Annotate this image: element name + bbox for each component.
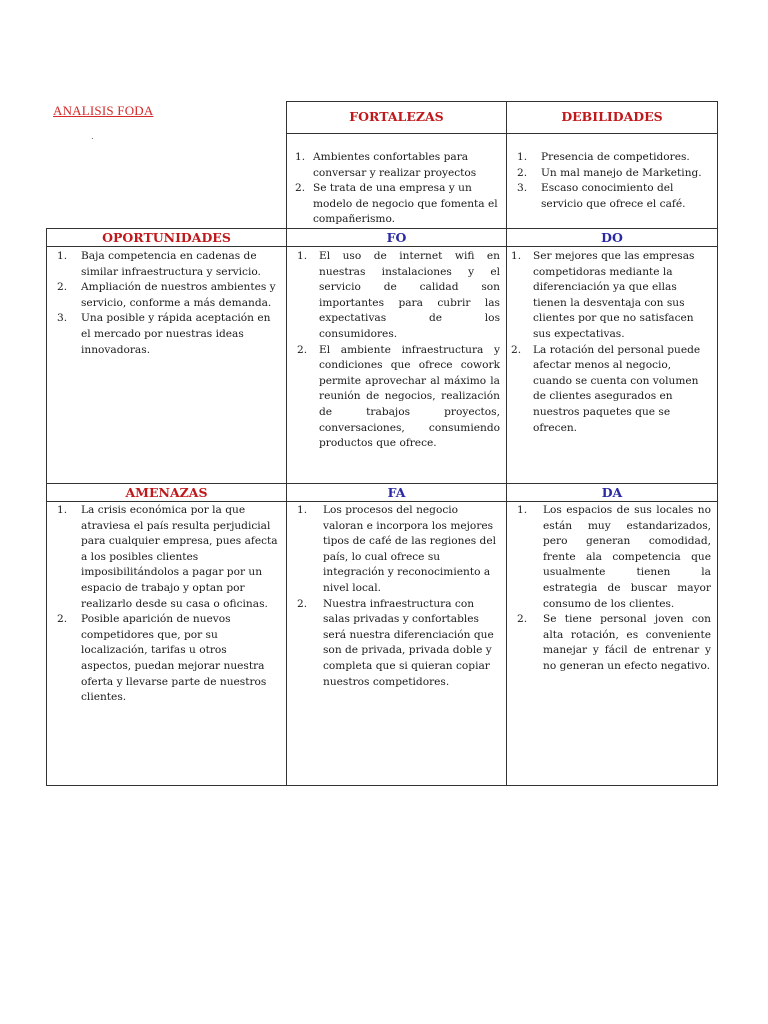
oportunidades-list xyxy=(47,247,286,358)
fo-item xyxy=(297,343,500,452)
oportunidades-item xyxy=(57,249,278,280)
do-item-number: 1. xyxy=(511,249,522,262)
do-item-text: La rotación del personal puede afectar menos al negocio, cuando se cuenta con volumen de clientes asegurados en nuestros paquetes que se ofrecen. xyxy=(533,343,701,434)
fa-item xyxy=(297,503,500,597)
stray-dot: . xyxy=(91,132,94,141)
da-item-number: 1. xyxy=(517,503,528,516)
debilidades-item xyxy=(517,166,711,182)
fortalezas-item-text: Se trata de una empresa y un modelo de negocio que fomenta el compañerismo. xyxy=(313,182,498,226)
threats-row xyxy=(47,483,718,785)
amenazas-header: AMENAZAS xyxy=(47,484,286,502)
amenazas-item-number: 1. xyxy=(57,503,68,516)
da-cell xyxy=(507,483,718,785)
fortalezas-list xyxy=(287,134,506,228)
fo-item-text: El ambiente infraestructura y condiciones que ofrece cowork permite aprovechar al máximo la reunión de negocios, realización de trabajos proyectos, conversaciones, consumiendo productos que ofrece. xyxy=(319,343,500,450)
fortalezas-header: FORTALEZAS xyxy=(349,109,444,124)
fo-item-text: El uso de internet wifi en nuestras instalaciones y el servicio de calidad son importantes para cubrir las expectativas de los consumidores. xyxy=(319,249,500,340)
fortalezas-item-number: 1. xyxy=(295,151,306,163)
fa-item-text: Nuestra infraestructura con salas privadas y confortables será nuestra diferenciación que son de privada, privada doble y completa que si quieran copiar nuestros competidores. xyxy=(323,597,494,688)
debilidades-item-text: Presencia de competidores. xyxy=(541,151,690,163)
oportunidades-item-number: 2. xyxy=(57,281,68,294)
fo-item xyxy=(297,249,500,343)
do-item-text: Ser mejores que las empresas competidoras mediante la diferenciación ya que ellas tienen la desventaja con sus clientes por que no satisfacen sus expectativas. xyxy=(533,249,695,340)
da-item xyxy=(517,503,711,612)
oportunidades-item-number: 3. xyxy=(57,312,68,325)
fa-item-text: Los procesos del negocio valoran e incorpora los mejores tipos de café de las regiones del país, lo cual ofrece su integración y reconocimiento a nivel local. xyxy=(323,503,496,594)
do-item-number: 2. xyxy=(511,343,522,356)
debilidades-header-cell xyxy=(507,102,718,134)
oportunidades-item-text: Una posible y rápida aceptación en el mercado por nuestras ideas innovadoras. xyxy=(81,312,271,356)
document-title: ANALISIS FODA xyxy=(53,103,154,118)
do-list xyxy=(507,247,717,436)
da-list xyxy=(507,502,717,675)
fortalezas-cell xyxy=(287,134,507,229)
debilidades-item xyxy=(517,150,711,166)
fa-cell xyxy=(287,483,507,785)
fo-list xyxy=(287,247,506,452)
debilidades-item-number: 1. xyxy=(517,151,528,163)
oportunidades-cell xyxy=(47,228,287,483)
da-item xyxy=(517,612,711,674)
header-row xyxy=(47,102,718,134)
debilidades-item-number: 3. xyxy=(517,182,528,195)
amenazas-item-text: La crisis económica por la que atraviesa el país resulta perjudicial para cualquier empresa, pues afecta a los posibles clientes imposibilitándolos a pagar por un espacio de trabajo y optan por realizarlo desde su casa o oficinas. xyxy=(81,503,278,610)
fa-list xyxy=(287,502,506,690)
fortalezas-item xyxy=(295,181,502,228)
debilidades-item-text: Escaso conocimiento del servicio que ofrece el café. xyxy=(541,182,686,210)
fortalezas-item-text: Ambientes confortables para conversar y realizar proyectos xyxy=(313,151,477,179)
fortalezas-header-cell xyxy=(287,102,507,134)
do-header: DO xyxy=(507,229,717,247)
amenazas-item xyxy=(57,612,278,706)
opportunities-row xyxy=(47,228,718,483)
da-item-text: Los espacios de sus locales no están muy estandarizados, pero generan comodidad, frente ala competencia que usualmente tienen la estrategia de buscar mayor consumo de los clientes. xyxy=(543,503,711,610)
empty-left-cell xyxy=(47,134,287,229)
fo-item-number: 1. xyxy=(297,249,308,262)
fortalezas-item-number: 2. xyxy=(295,182,306,195)
debilidades-item-text: Un mal manejo de Marketing. xyxy=(541,166,702,179)
oportunidades-header: OPORTUNIDADES xyxy=(47,229,286,247)
fo-header: FO xyxy=(287,229,506,247)
fo-cell xyxy=(287,228,507,483)
amenazas-item-number: 2. xyxy=(57,613,68,626)
fortalezas-item xyxy=(295,150,502,181)
amenazas-item-text: Posible aparición de nuevos competidores que, por su localización, tarifas u otros aspectos, puedan mejorar nuestra oferta y llevarse parte de nuestros clientes. xyxy=(81,613,267,704)
oportunidades-item-text: Ampliación de nuestros ambientes y servicio, conforme a más demanda. xyxy=(81,281,276,309)
do-item xyxy=(511,249,709,343)
empty-corner-cell xyxy=(47,102,287,134)
oportunidades-item xyxy=(57,311,278,358)
strengths-weaknesses-row xyxy=(47,134,718,229)
amenazas-cell xyxy=(47,483,287,785)
fa-header: FA xyxy=(287,484,506,502)
oportunidades-item xyxy=(57,280,278,311)
da-item-number: 2. xyxy=(517,613,528,626)
debilidades-header: DEBILIDADES xyxy=(561,109,663,124)
debilidades-list xyxy=(507,134,717,212)
da-item-text: Se tiene personal joven con alta rotación, es conveniente manejar y fácil de entrenar y no generan un efecto negativo. xyxy=(543,613,711,672)
oportunidades-item-number: 1. xyxy=(57,249,68,262)
oportunidades-item-text: Baja competencia en cadenas de similar infraestructura y servicio. xyxy=(81,249,261,278)
debilidades-item-number: 2. xyxy=(517,166,528,179)
fa-item xyxy=(297,597,500,691)
amenazas-item xyxy=(57,503,278,612)
do-item xyxy=(511,343,709,437)
amenazas-list xyxy=(47,502,286,706)
foda-table xyxy=(46,101,718,786)
do-cell xyxy=(507,228,718,483)
fa-item-number: 1. xyxy=(297,503,308,516)
da-header: DA xyxy=(507,484,717,502)
fo-item-number: 2. xyxy=(297,343,308,356)
fa-item-number: 2. xyxy=(297,597,308,610)
debilidades-cell xyxy=(507,134,718,229)
debilidades-item xyxy=(517,181,711,212)
